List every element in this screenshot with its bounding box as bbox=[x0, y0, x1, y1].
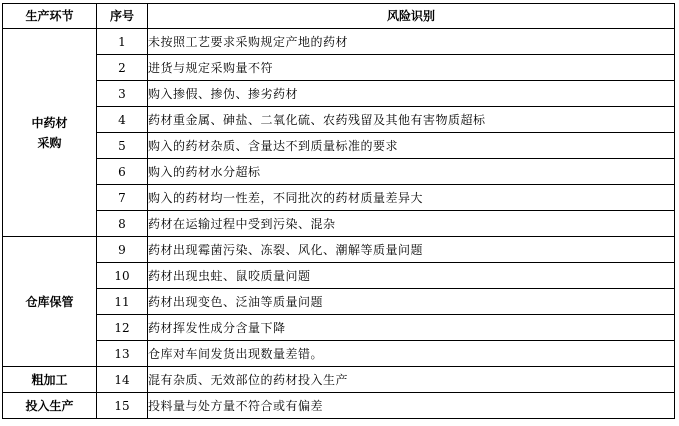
table-row bbox=[3, 81, 675, 107]
row-number: 2 bbox=[97, 55, 148, 81]
row-number: 12 bbox=[97, 315, 148, 341]
row-number: 13 bbox=[97, 341, 148, 367]
risk-text: 购入的药材水分超标 bbox=[148, 159, 675, 185]
risk-identification-table bbox=[2, 3, 675, 419]
risk-text: 购入的药材杂质、含量达不到质量标准的要求 bbox=[148, 133, 675, 159]
row-number: 15 bbox=[97, 393, 148, 419]
row-number: 14 bbox=[97, 367, 148, 393]
table-row bbox=[3, 211, 675, 237]
table-row bbox=[3, 289, 675, 315]
table-row bbox=[3, 185, 675, 211]
stage-cell-production bbox=[3, 393, 97, 419]
header-stage: 生产环节 bbox=[3, 4, 97, 29]
row-number: 1 bbox=[97, 29, 148, 55]
row-number: 9 bbox=[97, 237, 148, 263]
stage-label: 中药材采购 bbox=[31, 115, 68, 150]
risk-text: 药材在运输过程中受到污染、混杂 bbox=[148, 211, 675, 237]
row-number: 10 bbox=[97, 263, 148, 289]
table-row bbox=[3, 29, 675, 55]
stage-cell-processing bbox=[3, 367, 97, 393]
header-risk: 风险识别 bbox=[148, 4, 675, 29]
risk-text: 药材重金属、砷盐、二氧化硫、农药残留及其他有害物质超标 bbox=[148, 107, 675, 133]
risk-text: 药材出现霉菌污染、冻裂、风化、潮解等质量问题 bbox=[148, 237, 675, 263]
table-row bbox=[3, 107, 675, 133]
risk-text: 混有杂质、无效部位的药材投入生产 bbox=[148, 367, 675, 393]
risk-text: 仓库对车间发货出现数量差错。 bbox=[148, 341, 675, 367]
risk-text: 购入的药材均一性差，不同批次的药材质量差异大 bbox=[148, 185, 675, 211]
risk-text: 药材出现变色、泛油等质量问题 bbox=[148, 289, 675, 315]
stage-label: 仓库保管 bbox=[25, 294, 74, 309]
table-row bbox=[3, 263, 675, 289]
risk-text: 购入掺假、掺伪、掺劣药材 bbox=[148, 81, 675, 107]
header-no: 序号 bbox=[97, 4, 148, 29]
risk-text: 进货与规定采购量不符 bbox=[148, 55, 675, 81]
row-number: 7 bbox=[97, 185, 148, 211]
row-number: 4 bbox=[97, 107, 148, 133]
row-number: 6 bbox=[97, 159, 148, 185]
risk-text: 药材出现虫蛀、鼠咬质量问题 bbox=[148, 263, 675, 289]
stage-cell-procurement bbox=[3, 29, 97, 237]
stage-label: 投入生产 bbox=[25, 398, 74, 413]
risk-text: 投料量与处方量不符合或有偏差 bbox=[148, 393, 675, 419]
table-row bbox=[3, 367, 675, 393]
table-row bbox=[3, 393, 675, 419]
header-row bbox=[3, 4, 675, 29]
risk-text: 药材挥发性成分含量下降 bbox=[148, 315, 675, 341]
table-row bbox=[3, 237, 675, 263]
table-row bbox=[3, 133, 675, 159]
risk-text: 未按照工艺要求采购规定产地的药材 bbox=[148, 29, 675, 55]
table-row bbox=[3, 341, 675, 367]
row-number: 3 bbox=[97, 81, 148, 107]
table-row bbox=[3, 55, 675, 81]
row-number: 8 bbox=[97, 211, 148, 237]
stage-label: 粗加工 bbox=[31, 372, 68, 387]
row-number: 11 bbox=[97, 289, 148, 315]
table-row bbox=[3, 315, 675, 341]
row-number: 5 bbox=[97, 133, 148, 159]
stage-cell-storage bbox=[3, 237, 97, 367]
table-row bbox=[3, 159, 675, 185]
